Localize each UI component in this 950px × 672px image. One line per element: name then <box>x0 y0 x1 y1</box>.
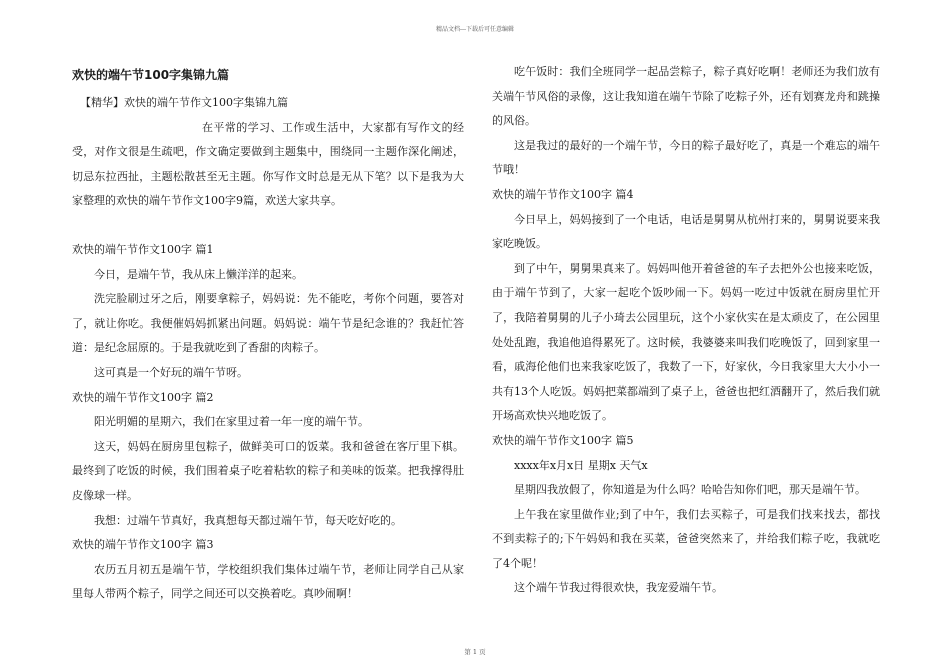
body-paragraph: 【精华】欢快的端午节作文100字集锦九篇 <box>80 96 288 109</box>
body-paragraph: 星期四我放假了，你知道是为什么吗？哈哈告知你们吧，那天是端午节。 <box>514 483 866 497</box>
body-paragraph: 今日早上，妈妈接到了一个电话，电话是舅舅从杭州打来的，舅舅说要来我家吃晚饭。 <box>492 212 880 251</box>
body-paragraph: 上午我在家里做作业;到了中午，我们去买粽子，可是我们找来找去，都找不到卖粽子的;下午妈妈和我在买菜，爸爸突然来了，并给我们粽子吃，我就吃了4个呢！ <box>492 507 880 570</box>
body-paragraph: 吃午饭时：我们全班同学一起品尝粽子，粽子真好吃啊！老师还为我们放有关端午节风俗的录像，这让我知道在端午节除了吃粽子外，还有划赛龙舟和跳操的风俗。 <box>492 65 880 128</box>
right-column <box>492 60 880 601</box>
body-paragraph: 这是我过的最好的一个端午节，今日的粽子最好吃了，真是一个难忘的端午节哦！ <box>492 138 880 177</box>
body-paragraph: 我想：过端午节真好，我真想每天都过端午节，每天吃好吃的。 <box>94 513 402 527</box>
body-paragraph: 这天，妈妈在厨房里包粽子，做鲜美可口的饭菜。我和爸爸在客厅里下棋。最终到了吃饭的时候，我们围着桌子吃着粘软的粽子和美味的饭菜。把我撑得肚皮像球一样。 <box>72 439 464 502</box>
paragraph-gap <box>72 214 464 238</box>
body-paragraph: 这个端午节我过得很欢快，我宠爱端午节。 <box>514 581 723 595</box>
left-paragraphs <box>72 91 464 607</box>
body-paragraph: 到了中午，舅舅果真来了。妈妈叫他开着爸爸的车子去把外公也接来吃饭，由于端午节到了，大家一起吃个饭吵闹一下。妈妈一吃过中饭就在厨房里忙开了，我陪着舅舅的儿子小琦去公园里玩，这个小家伙实在是太顽皮了，在公园里处处乱跑，我追他追得累死了。这时候，我婆婆来叫我们吃晚饭了，回到家里一看，戚海伦他们也来我家吃饭了，我数了一下，好家伙，今日我家里大大小小一共有13个人吃饭。妈妈把菜都端到了桌子上，爸爸也把红酒翻开了，然后我们就开场高欢快兴地吃饭了。 <box>492 261 880 423</box>
left-column <box>72 60 464 607</box>
section-heading: 欢快的端午节作文100字 篇3 <box>72 538 214 552</box>
section-heading: 欢快的端午节作文100字 篇1 <box>72 242 214 256</box>
body-paragraph: xxxx年x月x日 星期x 天气x <box>514 458 648 472</box>
body-paragraph: 今日，是端午节，我从床上懒洋洋的起来。 <box>94 267 303 281</box>
document-title: 欢快的端午节100字集锦九篇 <box>72 68 230 82</box>
body-paragraph: 这可真是一个好玩的端午节呀。 <box>94 365 248 379</box>
body-paragraph: 农历五月初五是端午节，学校组织我们集体过端午节，老师让同学自己从家里每人带两个粽子，同学之间还可以交换着吃。真吵闹啊！ <box>72 562 464 601</box>
body-paragraph: 在平常的学习、工作或生活中，大家都有写作文的经受，对作文很是生疏吧，作文确定要做到主题集中，围绕同一主题作深化阐述，切忌东拉西扯，主题松散甚至无主题。你写作文时总是无从下笔？以下是我为大家整理的欢快的端午节作文100字9篇，欢送大家共享。 <box>72 120 464 208</box>
body-paragraph: 洗完脸刷过牙之后，刚要拿粽子，妈妈说：先不能吃，考你个问题，要答对了，就让你吃。我便催妈妈抓紧出问题。妈妈说：端午节是纪念谁的？我赶忙答道：是纪念屈原的。于是我就吃到了香甜的肉粽子。 <box>72 292 464 355</box>
right-paragraphs <box>492 60 880 601</box>
body-paragraph: 阳光明媚的星期六，我们在家里过着一年一度的端午节。 <box>94 415 369 429</box>
page-footer: 第 1 页 <box>464 648 486 656</box>
section-heading: 欢快的端午节作文100字 篇5 <box>492 433 634 447</box>
page-header: 精品文档---下载后可任意编辑 <box>435 26 515 33</box>
section-heading: 欢快的端午节作文100字 篇2 <box>72 390 214 404</box>
section-heading: 欢快的端午节作文100字 篇4 <box>492 187 634 201</box>
